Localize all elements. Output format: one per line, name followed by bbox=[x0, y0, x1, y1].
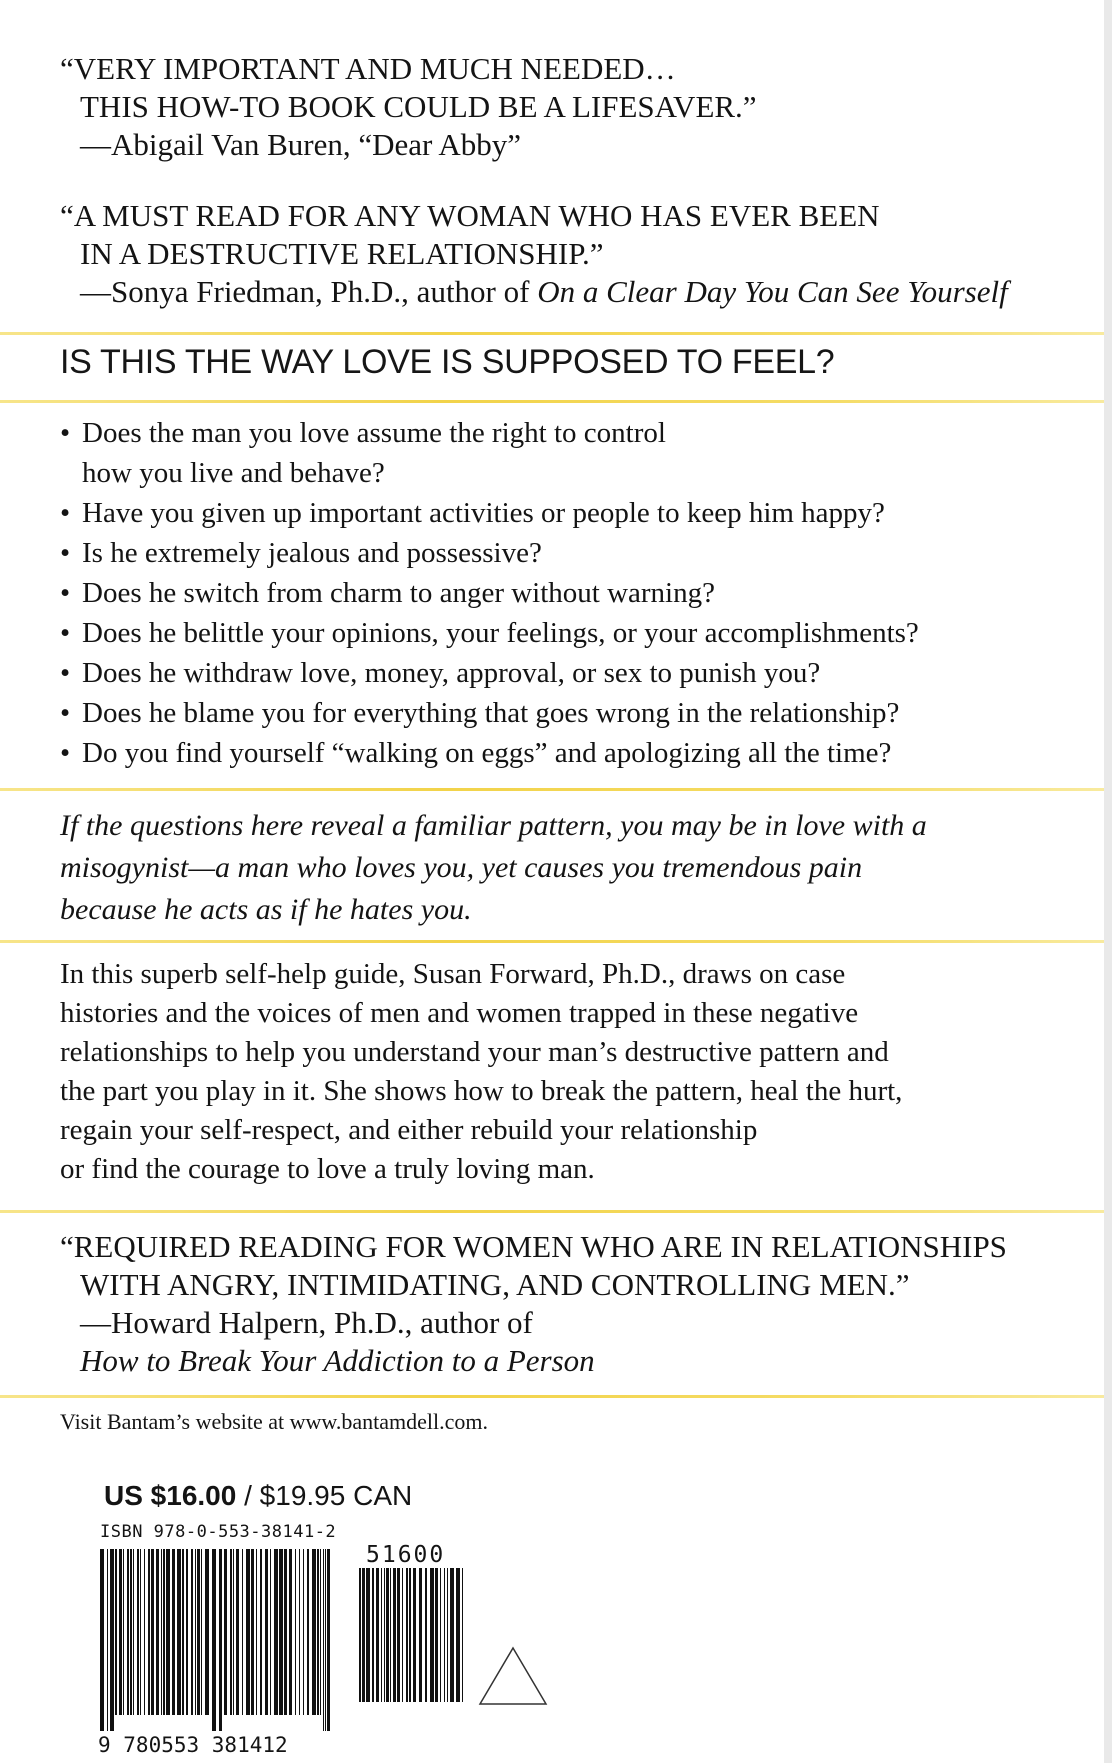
question-item: • Does he blame you for everything that goes wrong in the relationship? bbox=[60, 693, 1072, 733]
barcode-bar bbox=[133, 1549, 134, 1715]
barcode-bar bbox=[123, 1549, 124, 1715]
barcode-bar bbox=[119, 1549, 122, 1715]
question-text: • Does the man you love assume the right to control bbox=[82, 417, 666, 449]
barcode-bar bbox=[384, 1568, 385, 1702]
barcode-bar bbox=[362, 1568, 365, 1702]
barcode-bar bbox=[177, 1549, 181, 1715]
question-text: how you live and behave? bbox=[82, 457, 385, 489]
barcode-bar bbox=[151, 1549, 154, 1715]
barcode-bar bbox=[289, 1549, 292, 1715]
barcode-bar bbox=[440, 1568, 441, 1702]
barcode-bar bbox=[144, 1549, 145, 1715]
barcode-bar bbox=[246, 1549, 250, 1715]
price-line bbox=[104, 1480, 412, 1512]
barcode-bar bbox=[359, 1568, 361, 1702]
paragraph-line: relationships to help you understand your man’s destructive pattern and bbox=[60, 1036, 889, 1068]
attribution-name: —Abigail Van Buren, “Dear Abby” bbox=[80, 127, 522, 162]
barcode-bar bbox=[251, 1549, 254, 1715]
question-item: • Have you given up important activities or people to keep him happy? bbox=[60, 493, 1072, 533]
barcode-bar bbox=[303, 1549, 304, 1715]
isbn-barcode bbox=[98, 1549, 334, 1731]
barcode-bar bbox=[456, 1568, 460, 1702]
barcode-bar bbox=[256, 1549, 257, 1715]
question-item: • Is he extremely jealous and possessive? bbox=[60, 533, 1072, 573]
spine-edge bbox=[1104, 0, 1112, 1763]
isbn-number: ISBN 978-0-553-38141-2 bbox=[100, 1522, 337, 1542]
barcode-bar bbox=[327, 1549, 330, 1731]
barcode-bar bbox=[402, 1568, 403, 1702]
divider-rule bbox=[0, 1210, 1104, 1213]
divider-rule bbox=[0, 1395, 1104, 1398]
barcode-bar bbox=[137, 1549, 139, 1715]
barcode-bar bbox=[130, 1549, 132, 1715]
barcode-bar bbox=[419, 1568, 422, 1702]
barcode-bar bbox=[279, 1549, 283, 1715]
barcode-bar bbox=[274, 1549, 278, 1715]
barcode-bar bbox=[224, 1549, 227, 1715]
barcode-bar bbox=[270, 1549, 271, 1715]
quote-line: “VERY IMPORTANT AND MUCH NEEDED… bbox=[60, 51, 676, 86]
price-separator: / bbox=[236, 1480, 260, 1511]
quote-friedman bbox=[60, 197, 1072, 311]
quote-abby bbox=[60, 50, 1072, 164]
barcode-bar bbox=[260, 1549, 262, 1715]
barcode-bar bbox=[163, 1549, 165, 1715]
barcode-bar bbox=[236, 1549, 239, 1715]
barcode-bar bbox=[381, 1568, 382, 1702]
quote-line: “REQUIRED READING FOR WOMEN WHO ARE IN RELATIONSHIPS bbox=[60, 1229, 1007, 1264]
barcode-bar bbox=[320, 1549, 321, 1715]
barcode-bar bbox=[397, 1568, 400, 1702]
question-item: • Does he belittle your opinions, your feelings, or your accomplishments? bbox=[60, 613, 1072, 653]
quote-line: “A MUST READ FOR ANY WOMAN WHO HAS EVER BEEN bbox=[60, 198, 880, 233]
barcode-bar bbox=[172, 1549, 175, 1715]
barcode-bar bbox=[413, 1568, 416, 1702]
barcode-bar bbox=[195, 1549, 196, 1715]
barcode-bar bbox=[323, 1549, 324, 1731]
barcode-bar bbox=[205, 1549, 209, 1715]
barcode-bar bbox=[450, 1568, 454, 1702]
barcode-bar bbox=[186, 1549, 188, 1715]
barcode-bar bbox=[242, 1549, 243, 1715]
barcode-bar bbox=[462, 1568, 463, 1702]
triangle-icon bbox=[478, 1646, 548, 1706]
question-item bbox=[60, 413, 1072, 493]
paragraph-line: regain your self-respect, and either rebuild your relationship bbox=[60, 1114, 758, 1146]
barcode-bar bbox=[406, 1568, 408, 1702]
barcode-bar bbox=[295, 1549, 296, 1715]
barcode-bar bbox=[148, 1549, 150, 1715]
barcode-bar bbox=[386, 1568, 389, 1702]
divider-rule bbox=[0, 788, 1104, 791]
divider-rule bbox=[0, 400, 1104, 403]
barcode-bar bbox=[425, 1568, 427, 1702]
barcode-bar bbox=[325, 1549, 326, 1731]
question-item: • Does he withdraw love, money, approval, or sex to punish you? bbox=[60, 653, 1072, 693]
attribution-book-title: How to Break Your Addiction to a Person bbox=[80, 1343, 595, 1378]
barcode-bar bbox=[212, 1549, 216, 1731]
barcode-bar bbox=[201, 1549, 202, 1715]
barcode-bar bbox=[317, 1549, 319, 1715]
quote-attribution: —Howard Halpern, Ph.D., author of bbox=[80, 1305, 533, 1340]
divider-rule bbox=[0, 332, 1104, 335]
paragraph-line: or find the courage to love a truly loving man. bbox=[60, 1153, 595, 1185]
price-can: $19.95 CAN bbox=[259, 1480, 413, 1511]
barcode-digits: 9 780553 381412 bbox=[98, 1733, 288, 1757]
barcode-bar bbox=[372, 1568, 374, 1702]
barcode-bar bbox=[219, 1549, 222, 1731]
attribution-book-title: On a Clear Day You Can See Yourself bbox=[537, 274, 1008, 309]
barcode-bar bbox=[393, 1568, 396, 1702]
barcode-bar bbox=[233, 1549, 234, 1715]
barcode-bar bbox=[284, 1549, 287, 1715]
paragraph-line: In this superb self-help guide, Susan Forward, Ph.D., draws on case bbox=[60, 958, 846, 990]
barcode-bar bbox=[100, 1549, 104, 1731]
question-item: • Do you find yourself “walking on eggs” and apologizing all the time? bbox=[60, 733, 1072, 773]
quote-attribution bbox=[60, 273, 1072, 311]
barcode-bar bbox=[299, 1549, 300, 1715]
publisher-website: Visit Bantam’s website at www.bantamdell.com. bbox=[60, 1409, 489, 1434]
barcode-bar bbox=[127, 1549, 129, 1715]
barcode-bar bbox=[197, 1549, 200, 1715]
barcode-bar bbox=[444, 1568, 445, 1702]
description-paragraph bbox=[60, 955, 1072, 1189]
quote-attribution bbox=[60, 126, 1072, 164]
barcode-bar bbox=[166, 1549, 170, 1715]
barcode-bar bbox=[435, 1568, 438, 1702]
paragraph-line: If the questions here reveal a familiar pattern, you may be in love with a bbox=[60, 809, 927, 842]
barcode-bar bbox=[115, 1549, 117, 1715]
barcode-bar bbox=[191, 1549, 193, 1715]
barcode-bar bbox=[182, 1549, 184, 1715]
barcode-bar bbox=[110, 1549, 114, 1731]
barcode-bar bbox=[307, 1549, 309, 1715]
attribution-name: —Sonya Friedman, Ph.D., author of bbox=[80, 274, 538, 309]
price-addon-barcode bbox=[357, 1568, 467, 1718]
barcode-bar bbox=[376, 1568, 379, 1702]
price-us: US $16.00 bbox=[104, 1480, 237, 1511]
paragraph-line: misogynist—a man who loves you, yet causes you tremendous pain bbox=[60, 851, 863, 884]
barcode-bar bbox=[230, 1549, 232, 1715]
barcode-bar bbox=[390, 1568, 391, 1702]
barcode-bar bbox=[265, 1549, 268, 1715]
barcode-bar bbox=[447, 1568, 448, 1702]
barcode-bar bbox=[107, 1549, 108, 1731]
price-addon-digits: 51600 bbox=[366, 1542, 446, 1568]
barcode-bar bbox=[409, 1568, 411, 1702]
quote-line: WITH ANGRY, INTIMIDATING, AND CONTROLLING MEN.” bbox=[80, 1267, 910, 1302]
question-item: • Does he switch from charm to anger without warning? bbox=[60, 573, 1072, 613]
paragraph-line: because he acts as if he hates you. bbox=[60, 893, 472, 926]
barcode-bar bbox=[156, 1549, 159, 1715]
headline: IS THIS THE WAY LOVE IS SUPPOSED TO FEEL? bbox=[60, 343, 835, 381]
divider-rule bbox=[0, 940, 1104, 943]
barcode-bar bbox=[430, 1568, 434, 1702]
barcode-bar bbox=[366, 1568, 370, 1702]
paragraph-line: the part you play in it. She shows how to break the pattern, heal the hurt, bbox=[60, 1075, 903, 1107]
barcode-bar bbox=[140, 1549, 141, 1715]
barcode-bar bbox=[161, 1549, 162, 1715]
pattern-paragraph bbox=[60, 805, 1072, 931]
quote-halpern bbox=[60, 1228, 1072, 1380]
paragraph-line: histories and the voices of men and women trapped in these negative bbox=[60, 997, 859, 1029]
barcode-bar bbox=[312, 1549, 316, 1715]
quote-line: IN A DESTRUCTIVE RELATIONSHIP.” bbox=[80, 236, 604, 271]
question-list bbox=[60, 413, 1072, 773]
quote-line: THIS HOW-TO BOOK COULD BE A LIFESAVER.” bbox=[80, 89, 757, 124]
